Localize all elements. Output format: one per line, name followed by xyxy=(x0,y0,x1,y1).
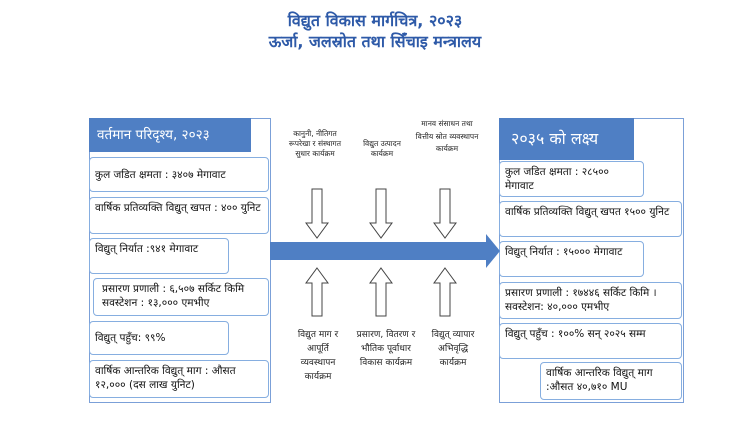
target-annual-demand: वार्षिक आन्तरिक विद्युत् माग :औसत ४०,७१० MU xyxy=(540,362,682,400)
diagram-title: विद्युत विकास मार्गचित्र, २०२३ xyxy=(287,11,463,30)
target-export: विद्युत् निर्यात : १५००० मेगावाट xyxy=(499,241,644,277)
program-power-generation: विद्युत उत्पादन कार्यक्रम xyxy=(363,139,401,158)
current-installed-capacity: कुल जडित क्षमता : ३४०७ मेगावाट xyxy=(89,157,269,192)
current-scenario-header: वर्तमान परिदृश्य, २०२३ xyxy=(89,118,251,152)
current-electricity-access: विद्युत् पहुँच: ९९% xyxy=(89,321,229,355)
target-transmission-system: प्रसारण प्रणाली : १७४४६ सर्किट किमि । सवस्टेशन: ४०,००० एमभीए xyxy=(499,282,682,319)
program-electricity-trade: विद्युत् व्यापार अभिवृद्धि कार्यक्रम xyxy=(431,330,475,368)
down-arrow-3 xyxy=(434,189,456,238)
main-progress-arrow xyxy=(270,234,500,268)
down-arrow-1 xyxy=(306,189,328,238)
up-arrow-2 xyxy=(370,268,392,316)
target-per-capita-consumption: वार्षिक प्रतिव्यक्ति विद्युत् खपत १५०० युनिट xyxy=(499,201,682,237)
up-arrow-1 xyxy=(306,268,328,316)
down-arrow-2 xyxy=(370,189,392,238)
program-transmission-infrastructure: प्रसारण, वितरण र भौतिक पूर्वाधार विकास कार्यक्रम xyxy=(356,330,416,368)
program-demand-supply-management: विद्युत माग र आपूर्ति व्यवस्थापन कार्यक्रम xyxy=(297,330,339,382)
current-annual-demand: वार्षिक आन्तरिक विद्युत् माग : औसत १२,००० (दस लाख युनिट) xyxy=(89,360,269,398)
program-legal-policy-reform: कानुनी, नीतिगत रूपरेखा र संस्थागत सुधार कार्यक्रम xyxy=(288,129,342,158)
up-arrow-3 xyxy=(434,268,456,316)
current-transmission-system: प्रसारण प्रणाली : ६,५०७ सर्किट किमि सवस्टेशन : १३,००० एमभीए xyxy=(93,278,269,316)
target-2035-header: २०३५ को लक्ष्य xyxy=(499,118,634,160)
target-installed-capacity: कुल जडित क्षमता : २८५०० मेगावाट xyxy=(499,161,644,197)
program-human-resource-finance: मानव संसाधन तथा वित्तीय स्रोत व्यवस्थापन कार्यक्रम xyxy=(415,119,479,153)
current-export: विद्युत् निर्यात :९४१ मेगावाट xyxy=(89,238,229,274)
ministry-name: ऊर्जा, जलस्रोत तथा सिँचाइ मन्त्रालय xyxy=(268,32,482,51)
target-electricity-access: विद्युत् पहुँच : १००% सन् २०२५ सम्म xyxy=(499,323,682,359)
current-per-capita-consumption: वार्षिक प्रतिव्यक्ति विद्युत् खपत : ४०० युनिट xyxy=(89,197,269,234)
